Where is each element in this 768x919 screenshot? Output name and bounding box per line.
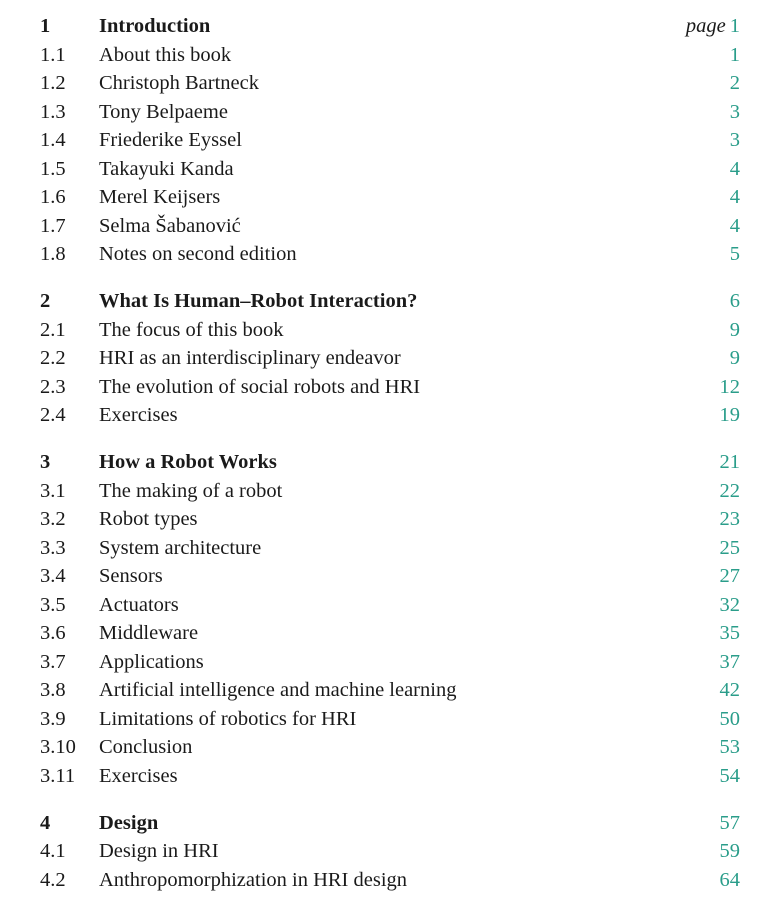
section-entry[interactable] [0, 866, 768, 895]
section-entry[interactable] [0, 762, 768, 791]
section-page-link[interactable]: 1 [729, 43, 740, 66]
section-page-link[interactable]: 4 [729, 157, 740, 180]
section-entry[interactable] [0, 477, 768, 506]
section-number: 3.6 [40, 622, 66, 644]
chapter-number: 4 [40, 811, 51, 834]
section-entry[interactable] [0, 705, 768, 734]
section-title: HRI as an interdisciplinary endeavor [99, 347, 401, 369]
section-entry[interactable] [0, 591, 768, 620]
section-number: 3.7 [40, 650, 66, 673]
section-page-link[interactable]: 32 [719, 593, 740, 616]
chapter-block [0, 448, 768, 790]
section-entry[interactable] [0, 183, 768, 212]
section-number: 3.2 [40, 508, 66, 530]
section-title: Applications [99, 650, 204, 673]
section-page-link[interactable]: 37 [719, 650, 740, 673]
section-page-link[interactable]: 53 [719, 736, 740, 758]
section-entry[interactable] [0, 212, 768, 241]
section-number: 1.3 [40, 100, 66, 123]
section-page-link[interactable]: 5 [729, 243, 740, 265]
chapter-entry[interactable] [0, 448, 768, 477]
section-entry[interactable] [0, 733, 768, 762]
section-entry[interactable] [0, 837, 768, 866]
section-title: The focus of this book [99, 318, 284, 341]
section-number: 3.10 [40, 736, 76, 758]
section-number: 3.9 [40, 707, 66, 730]
section-number: 3.3 [40, 536, 66, 559]
section-title: Middleware [99, 622, 199, 644]
section-entry[interactable] [0, 316, 768, 345]
section-number: 1.8 [40, 243, 66, 265]
section-title: System architecture [99, 536, 262, 559]
chapter-page-link[interactable] [686, 12, 740, 41]
section-entry[interactable] [0, 126, 768, 155]
section-page-link[interactable]: 9 [729, 347, 740, 369]
section-entry[interactable] [0, 562, 768, 591]
section-number: 2.4 [40, 404, 66, 426]
section-page-link[interactable]: 42 [719, 679, 740, 701]
section-number: 1.1 [40, 43, 66, 66]
section-page-link[interactable]: 50 [719, 707, 740, 730]
section-page-link[interactable]: 12 [719, 375, 740, 398]
section-entry[interactable] [0, 240, 768, 269]
section-page-link[interactable]: 25 [719, 536, 740, 559]
section-page-link[interactable]: 59 [719, 840, 740, 862]
section-number: 3.5 [40, 593, 66, 616]
section-number: 3.4 [40, 565, 66, 587]
section-page-link[interactable]: 4 [729, 214, 740, 237]
section-number: 3.11 [40, 764, 76, 787]
section-number: 2.1 [40, 318, 66, 341]
chapter-page-number: 6 [729, 290, 740, 312]
chapter-block [0, 809, 768, 895]
section-title: About this book [99, 43, 232, 66]
section-title: Limitations of robotics for HRI [99, 707, 357, 730]
section-number: 1.4 [40, 129, 66, 151]
chapter-entry[interactable] [0, 809, 768, 838]
section-page-link[interactable]: 19 [719, 404, 740, 426]
chapter-page-number: 21 [719, 451, 740, 473]
section-number: 3.8 [40, 679, 66, 701]
section-page-link[interactable]: 3 [729, 100, 740, 123]
section-title: Anthropomorphization in HRI design [99, 868, 408, 891]
chapter-page-link[interactable] [730, 287, 740, 316]
section-number: 1.5 [40, 157, 66, 180]
section-entry[interactable] [0, 505, 768, 534]
section-number: 1.2 [40, 72, 66, 94]
section-entry[interactable] [0, 155, 768, 184]
section-title: Actuators [99, 593, 179, 616]
section-number: 3.1 [40, 479, 66, 502]
chapter-number: 3 [40, 451, 51, 473]
chapter-title: How a Robot Works [99, 451, 277, 473]
section-page-link[interactable]: 22 [719, 479, 740, 502]
section-page-link[interactable]: 9 [729, 318, 740, 341]
chapter-entry[interactable] [0, 12, 768, 41]
section-title: Sensors [99, 565, 163, 587]
chapter-page-number: 1 [729, 15, 740, 37]
section-title: Design in HRI [99, 840, 219, 862]
section-title: Christoph Bartneck [99, 72, 259, 94]
section-title: Exercises [99, 404, 178, 426]
section-title: Conclusion [99, 736, 193, 758]
section-page-link[interactable]: 64 [719, 868, 740, 891]
section-number: 1.6 [40, 186, 66, 208]
section-title: Tony Belpaeme [99, 100, 228, 123]
chapter-page-number: 57 [719, 811, 740, 834]
section-page-link[interactable]: 4 [729, 186, 740, 208]
chapter-block [0, 0, 768, 269]
section-title: Notes on second edition [99, 243, 297, 265]
section-entry[interactable] [0, 676, 768, 705]
section-entry[interactable] [0, 619, 768, 648]
section-title: The making of a robot [99, 479, 283, 502]
section-page-link[interactable]: 35 [719, 622, 740, 644]
section-title: The evolution of social robots and HRI [99, 375, 421, 398]
chapter-block [0, 287, 768, 430]
section-title: Artificial intelligence and machine learning [99, 679, 457, 701]
chapter-title: What Is Human–Robot Interaction? [99, 290, 418, 312]
section-title: Exercises [99, 764, 178, 787]
section-number: 1.7 [40, 214, 66, 237]
page-column-label: page [685, 15, 726, 37]
section-entry[interactable] [0, 98, 768, 127]
section-entry[interactable] [0, 648, 768, 677]
section-entry[interactable] [0, 373, 768, 402]
section-title: Friederike Eyssel [99, 129, 242, 151]
section-number: 2.2 [40, 347, 66, 369]
section-entry[interactable] [0, 41, 768, 70]
section-entry[interactable] [0, 69, 768, 98]
section-title: Robot types [99, 508, 198, 530]
section-entry[interactable] [0, 344, 768, 373]
chapter-title: Design [99, 811, 159, 834]
section-number: 4.2 [40, 868, 66, 891]
chapter-number: 2 [40, 290, 51, 312]
section-page-link[interactable]: 23 [719, 508, 740, 530]
section-title: Takayuki Kanda [99, 157, 234, 180]
section-number: 4.1 [40, 840, 66, 862]
section-entry[interactable] [0, 534, 768, 563]
section-title: Merel Keijsers [99, 186, 221, 208]
section-page-link[interactable]: 2 [729, 72, 740, 94]
section-page-link[interactable]: 3 [729, 129, 740, 151]
chapter-page-link[interactable] [720, 809, 741, 838]
section-title: Selma Šabanović [99, 214, 241, 237]
section-number: 2.3 [40, 375, 66, 398]
chapter-entry[interactable] [0, 287, 768, 316]
section-page-link[interactable]: 54 [719, 764, 740, 787]
section-page-link[interactable]: 27 [719, 565, 740, 587]
chapter-title: Introduction [99, 15, 211, 37]
section-entry[interactable] [0, 401, 768, 430]
chapter-page-link[interactable] [720, 448, 741, 477]
chapter-number: 1 [40, 15, 51, 37]
